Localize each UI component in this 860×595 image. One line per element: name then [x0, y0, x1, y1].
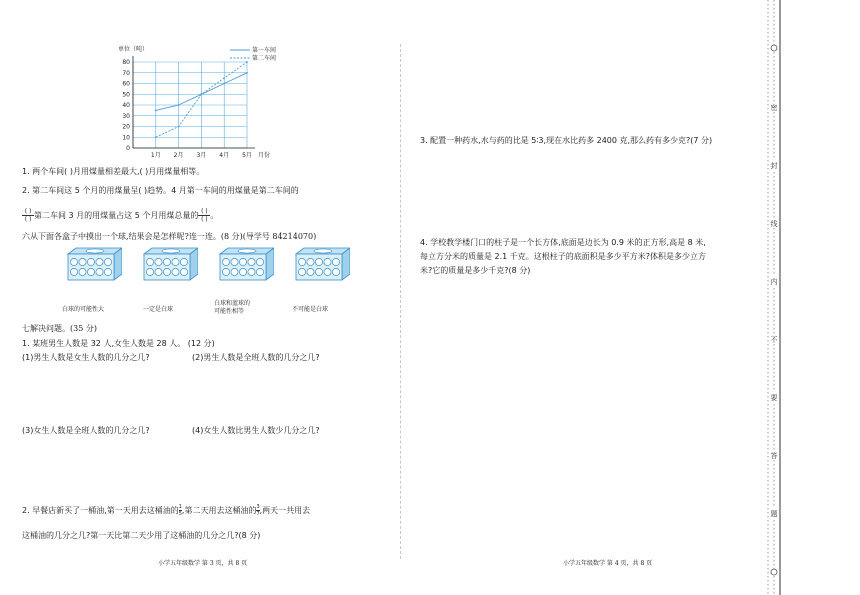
ball [324, 268, 331, 275]
legend-label-2: 第二车间 [252, 55, 277, 62]
ball [87, 268, 94, 275]
binding-char: 内 [770, 278, 778, 286]
ball [146, 268, 153, 275]
ball [96, 258, 103, 265]
x-tick-label: 1月 [150, 152, 161, 159]
ball [222, 268, 229, 275]
ball [222, 258, 229, 265]
chart-y-axis-label: 单位（吨） [118, 46, 149, 53]
ball [239, 268, 246, 275]
binding-char: 密 [770, 104, 778, 112]
fraction-one-fifth: $\frac{1}{5}$ [178, 504, 182, 517]
ball [96, 268, 103, 275]
x-tick-label: 5月 [242, 152, 252, 159]
series-1-point [155, 109, 157, 111]
answer-fraction-blank-2[interactable]: ( ) ( ) [198, 208, 210, 223]
binding-char: 封 [770, 162, 778, 170]
question-7-1-part-1: (1)男生人数是女生人数的几分之几? [22, 353, 150, 362]
x-tick-label: 4月 [219, 152, 230, 159]
binding-char: 不 [770, 336, 778, 344]
chart-grid [133, 62, 247, 148]
ball [239, 258, 246, 265]
x-tick-label: 3月 [196, 152, 207, 159]
ball [332, 268, 339, 275]
ball [307, 258, 314, 265]
ball [163, 268, 170, 275]
ball-box-2 [136, 246, 198, 284]
binding-char: 线 [770, 220, 778, 228]
y-tick-label: 0 [126, 145, 130, 152]
page-divider [400, 44, 401, 559]
ball [307, 268, 314, 275]
series-1-point [178, 104, 180, 106]
question-7-1-part-3: (3)女生人数是全班人数的几分之几? [22, 426, 150, 435]
question-7-1-part-4: (4)女生人数比男生人数少几分之几? [192, 426, 320, 435]
series-2-point [246, 61, 248, 63]
ball [315, 258, 322, 265]
binding-char: 要 [770, 394, 778, 402]
ball [324, 258, 331, 265]
box-label-1: 白球的可能性大 [62, 306, 105, 313]
series-2-point [223, 77, 225, 79]
binding-hole-top [771, 45, 777, 51]
question-3: 3. 配置一种药水,水与药的比是 5∶3,现在水比药多 2400 克,那么药有多少克?(7 分) [420, 136, 713, 145]
ball [180, 268, 187, 275]
question-7-2-line-1: 2. 早餐店新买了一桶油,第一天用去这桶油的 $\frac{1}{5}$ ,第二天用去这桶油的 $\frac{3}{7}$ ,两天一共用去 [22, 504, 311, 517]
ball [146, 258, 153, 265]
ball [231, 258, 238, 265]
y-tick-label: 30 [122, 112, 130, 120]
coal-usage-line-chart [100, 44, 300, 160]
fraction-three-sevenths: $\frac{3}{7}$ [256, 504, 260, 517]
question-2-line-1: 2. 第二车间这 5 个月的用煤量呈( )趋势。4 月第一车间的用煤量是第二车间的 [22, 186, 299, 195]
series-1-point [246, 72, 248, 74]
ball [79, 258, 86, 265]
ball [163, 258, 170, 265]
chart-y-tick-labels [122, 59, 130, 152]
ball [256, 258, 263, 265]
y-tick-label: 20 [122, 123, 130, 131]
binding-char: 答 [770, 452, 778, 460]
question-4-line-3: 米?它的质量是多少千克?(8 分) [420, 266, 531, 275]
chart-x-tick-labels [151, 151, 252, 159]
question-2-end-mark: 。 [210, 211, 219, 220]
y-tick-label: 80 [122, 59, 130, 66]
ball-box-4 [288, 246, 350, 284]
series-2-point [201, 93, 203, 95]
ball [70, 258, 77, 265]
question-7-1-part-2: (2)男生人数是全班人数的几分之几? [192, 353, 320, 362]
ball [298, 268, 305, 275]
section-7-title: 七解决问题。(35 分) [22, 324, 97, 333]
x-tick-label: 2月 [173, 152, 184, 159]
series-2-point [155, 136, 157, 138]
y-tick-label: 70 [122, 69, 130, 77]
left-page-footer: 小学五年级数学 第 3 页，共 8 页 [158, 560, 248, 567]
box-label-4: 不可能是白球 [292, 306, 329, 313]
ball [155, 258, 162, 265]
question-4-line-2: 每立方分米的质量是 2.1 千克。这根柱子的底面积是多少平方米?体积是多少立方 [420, 252, 707, 261]
series-2-point [178, 126, 180, 128]
ball-box-1 [60, 246, 122, 284]
ball [180, 258, 187, 265]
ball [231, 268, 238, 275]
ball [172, 258, 179, 265]
ball-box-3 [212, 246, 274, 284]
chart-axes [133, 56, 255, 148]
chart-x-axis-label: 月份 [258, 152, 271, 159]
legend-label-1: 第一车间 [252, 47, 277, 54]
ball [248, 268, 255, 275]
ball [155, 268, 162, 275]
box-label-3: 白球和蓝球的 可能性相等 [214, 300, 251, 315]
ball [172, 268, 179, 275]
question-4-line-1: 4. 学校教学楼门口的柱子是一个长方体,底面是边长为 0.9 米的正方形,高是 8 米, [420, 238, 706, 247]
right-page-footer: 小学五年级数学 第 4 页，共 8 页 [563, 560, 653, 567]
binding-char: 题 [770, 510, 778, 518]
section-6-title: 六从下面各盒子中摸出一个球,结果会是怎样呢?连一连。(8 分)(导学号 84214070) [22, 232, 317, 241]
question-7-1: 1. 某班男生人数是 32 人,女生人数是 28 人。 (12 分) [22, 339, 215, 348]
y-tick-label: 50 [122, 91, 130, 99]
ball [256, 268, 263, 275]
box-label-2: 一定是白球 [143, 306, 174, 313]
binding-strip [762, 0, 784, 595]
ball [79, 268, 86, 275]
question-2-line-2-text: 第二车间 3 月的用煤量占这 5 个月用煤总量的 [34, 211, 199, 220]
ball [332, 258, 339, 265]
binding-hole-bottom [771, 569, 777, 575]
question-1: 1. 两个车间( )月用煤量相差最大,( )月用煤量相等。 [22, 167, 205, 176]
series-1-point [223, 83, 225, 85]
ball [104, 268, 111, 275]
y-tick-label: 60 [122, 80, 130, 88]
ball [315, 268, 322, 275]
answer-fraction-blank[interactable]: ( ) ( ) [22, 208, 34, 223]
ball [104, 258, 111, 265]
ball [248, 258, 255, 265]
ball [70, 268, 77, 275]
ball [87, 258, 94, 265]
question-7-2-line-2: 这桶油的几分之几?第一天比第二天少用了这桶油的几分之几?(8 分) [22, 531, 261, 540]
y-tick-label: 10 [122, 134, 130, 142]
chart-legend [230, 46, 276, 62]
y-tick-label: 40 [122, 102, 130, 109]
question-2-line-2 [22, 208, 218, 223]
ball [298, 258, 305, 265]
